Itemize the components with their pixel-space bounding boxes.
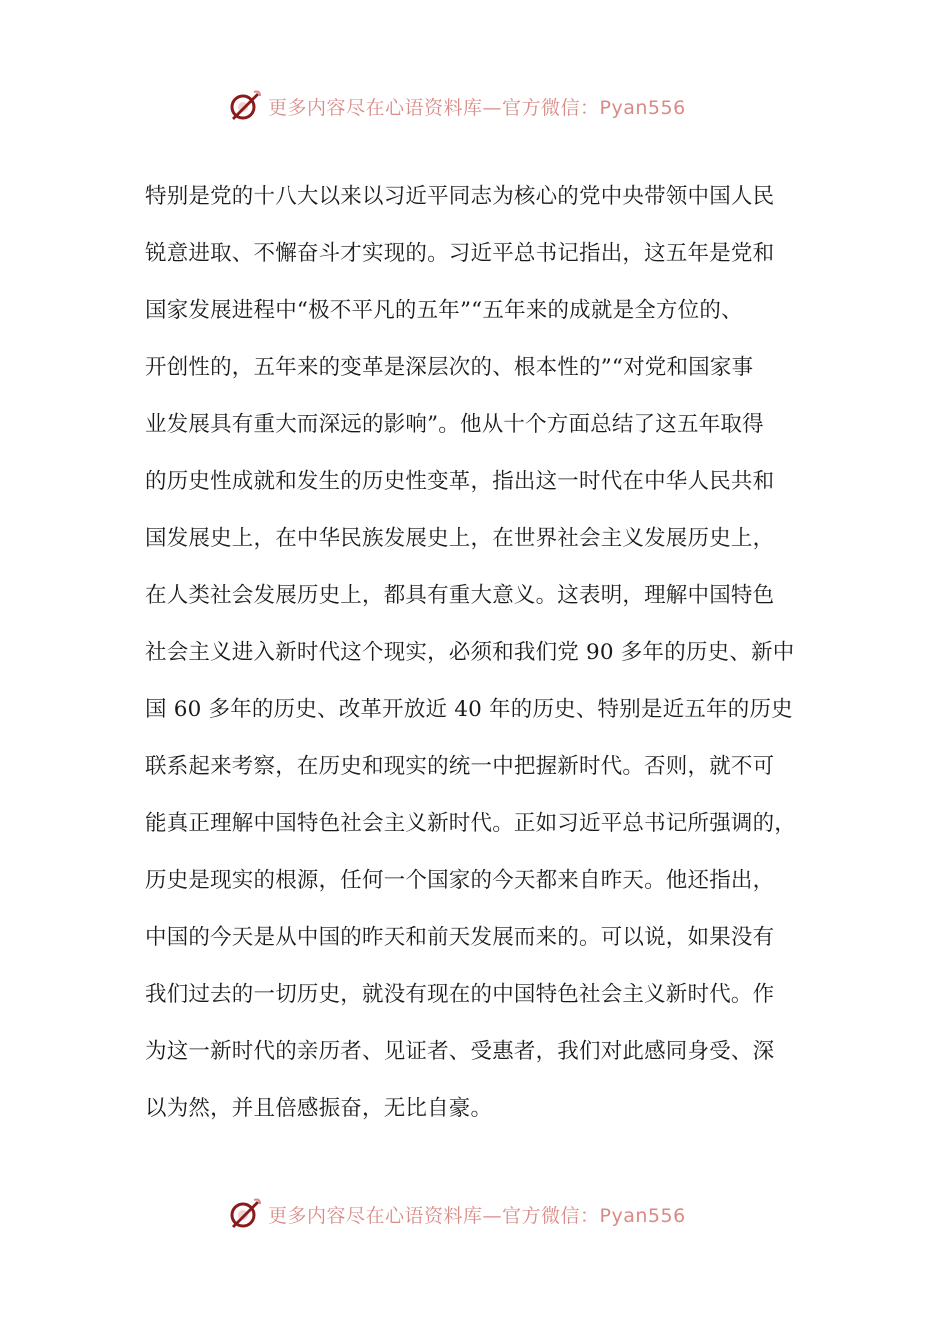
paragraph-line: 国 60 多年的历史、改革开放近 40 年的历史、特别是近五年的历史 <box>145 697 793 722</box>
paragraph-line: 开创性的，五年来的变革是深层次的、根本性的”“对党和国家事 <box>145 355 754 380</box>
paragraph-line: 锐意进取、不懈奋斗才实现的。习近平总书记指出，这五年是党和 <box>145 241 775 266</box>
paragraph-line: 为这一新时代的亲历者、见证者、受惠者，我们对此感同身受、深 <box>145 1039 775 1064</box>
document-body <box>145 168 810 1137</box>
paragraph-line: 国家发展进程中“极不平凡的五年”“五年来的成就是全方位的、 <box>145 298 743 323</box>
paragraph-line: 的历史性成就和发生的历史性变革，指出这一时代在中华人民共和 <box>145 469 775 494</box>
paragraph-line: 中国的今天是从中国的昨天和前天发展而来的。可以说，如果没有 <box>145 925 775 950</box>
header-banner-text: 更多内容尽在心语资料库—官方微信：Pyan556 <box>268 96 686 119</box>
paragraph-line: 联系起来考察，在历史和现实的统一中把握新时代。否则，就不可 <box>145 754 775 779</box>
pen-circle-logo-icon <box>226 1196 262 1232</box>
paragraph-line: 历史是现实的根源，任何一个国家的今天都来自昨天。他还指出， <box>145 868 775 893</box>
wechat-id: Pyan556 <box>599 1204 686 1227</box>
footer-banner <box>226 1194 746 1234</box>
paragraph-line: 在人类社会发展历史上，都具有重大意义。这表明，理解中国特色 <box>145 583 775 608</box>
paragraph-line: 国发展史上，在中华民族发展史上，在世界社会主义发展历史上， <box>145 526 775 551</box>
pen-circle-logo-icon <box>226 88 262 124</box>
paragraph-line: 能真正理解中国特色社会主义新时代。正如习近平总书记所强调的， <box>145 811 797 836</box>
paragraph-line: 社会主义进入新时代这个现实，必须和我们党 90 多年的历史、新中 <box>145 640 795 665</box>
paragraph-line: 我们过去的一切历史，就没有现在的中国特色社会主义新时代。作 <box>145 982 775 1007</box>
header-banner <box>226 86 746 126</box>
wechat-id: Pyan556 <box>599 96 686 119</box>
paragraph-line: 特别是党的十八大以来以习近平同志为核心的党中央带领中国人民 <box>145 184 775 209</box>
footer-banner-text: 更多内容尽在心语资料库—官方微信：Pyan556 <box>268 1204 686 1227</box>
paragraph-line: 业发展具有重大而深远的影响”。他从十个方面总结了这五年取得 <box>145 412 764 437</box>
paragraph-line: 以为然，并且倍感振奋，无比自豪。 <box>145 1096 493 1121</box>
